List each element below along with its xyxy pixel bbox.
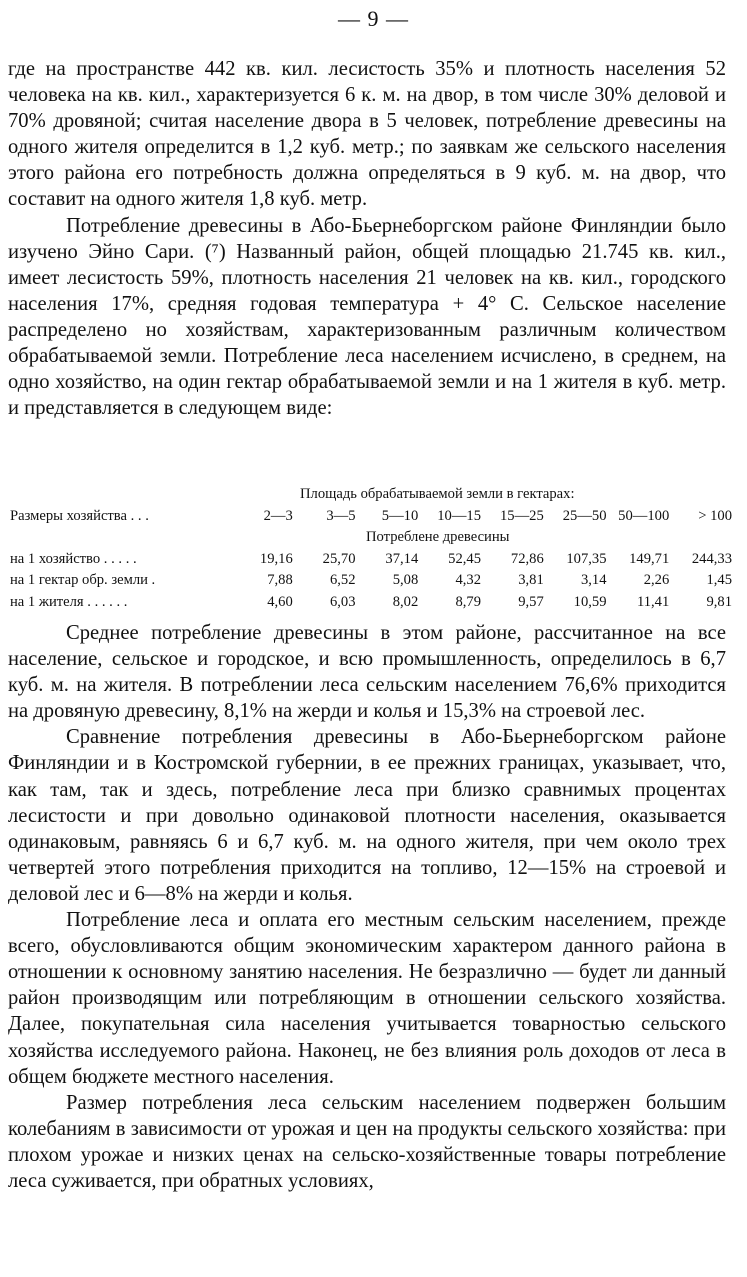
table-cell: 5,08 [392, 572, 419, 588]
table-cell: 9,57 [518, 593, 544, 610]
table-cell: 25—50 [562, 507, 607, 524]
table-cell: 37,14 [385, 550, 419, 567]
table-row [10, 570, 732, 592]
paragraph: Потребление древесины в Або-Бьернеборгском районе Финляндии было изучено Эйно Сари. (⁷) Названный район, общей площадью 21.745 кв. кил., имеет лесистость 59%, плотность населения 21 человек на кв. кил., городского населения 17%, средняя годовая температура + 4° С. Сельское население распределено но хозяйствам, характеризованным различным количеством обрабатываемой земли. Потребление леса населением исчислено, в среднем, на одно хозяйство, на один гектар обрабатываемой земли и на 1 жителя в куб. метр. и представляется в следующем виде: [8, 214, 726, 420]
table-cell: 25,70 [322, 550, 356, 567]
table-cell: 7,88 [267, 572, 293, 588]
table-cell: 1,45 [706, 572, 732, 588]
paragraph: Размер потребления леса сельским населением подвержен большим колебаниям в зависимости от урожая и цен на продукты сельского хозяйства: при плохом урожае и низких ценах на сельско-хозяйственные товары потребление леса суживается, при обратных условиях, [8, 1091, 726, 1192]
paragraph: где на пространстве 442 кв. кил. лесистость 35% и плотность населения 52 человека на кв. кил., характеризуется 6 к. м. на двор, в том числе 30% деловой и 70% дровяной; считая население двора в 5 человек, потребление древесины на одного жителя определится в 1,2 куб. метр.; по заявкам же сельского населения этого района его потребность должна определяться в 9 куб. м. на двор, что составит на одного жителя 1,8 куб. метр. [8, 58, 726, 211]
row-label: на 1 хозяйство . . . . . [10, 550, 137, 567]
table-cell: 15—25 [499, 507, 544, 524]
table-cell: 3,14 [580, 572, 607, 588]
table-cell: 6,52 [329, 572, 356, 588]
row-label: на 1 гектар обр. земли . [10, 572, 156, 588]
paragraph: Сравнение потребления древесины в Або-Бьернеборгском районе Финляндии и в Костромской губернии, в ее прежних границах, указывает, что, как там, так и здесь, потребление леса при близко сравнимых процентах лесистости и при довольно одинаковой плотности населения, оказывается одинаковым, равняясь 6 и 6,7 куб. м. на одного жителя, при чем около трех четвертей этого потребления приходится на топливо, 12—15% на строевой и деловой лес и 6—8% на жерди и колья. [8, 726, 726, 905]
text-block-bottom [8, 620, 726, 1194]
row-label: на 1 жителя . . . . . . [10, 593, 128, 610]
table-cell: 8,79 [455, 593, 481, 610]
table-row [10, 592, 732, 614]
table-header-consumption: Потреблене древесины [366, 529, 510, 545]
text-block-top [8, 56, 726, 421]
table-cell: 4,32 [455, 572, 481, 588]
table-cell: 10,59 [573, 593, 607, 610]
table-cell: 8,02 [392, 593, 419, 610]
table-cell: > 100 [698, 507, 732, 524]
consumption-table [10, 484, 732, 613]
table-cell: 9,81 [706, 593, 732, 610]
table-cell: 6,03 [329, 593, 356, 610]
table-cell: 4,60 [267, 593, 293, 610]
table-cell: 50—100 [618, 507, 670, 524]
table-row-sizes [10, 506, 732, 528]
table-cell: 72,86 [510, 550, 544, 567]
table-header-area: Площадь обрабатываемой земли в гектарах: [300, 486, 575, 502]
table-cell: 11,41 [636, 593, 670, 610]
table-cell: 2—3 [263, 507, 293, 524]
table-cell: 3,81 [518, 572, 544, 588]
table-cell: 149,71 [629, 550, 670, 567]
row-label: Размеры хозяйства . . . [10, 507, 149, 524]
table-cell: 5—10 [381, 507, 419, 524]
paragraph: Среднее потребление древесины в этом районе, рассчитанное на все население, сельское и городское, и всю промышленность, определилось в 6,7 куб. м. на жителя. В потреблении леса сельским населением 76,6% приходится на дровяную древесину, 8,1% на жерди и колья и 15,3% на строевой лес. [8, 622, 726, 723]
table-cell: 2,26 [643, 572, 670, 588]
table-cell: 107,35 [566, 550, 607, 567]
table-cell: 19,16 [259, 550, 293, 567]
table-row [10, 549, 732, 571]
table-cell: 3—5 [326, 507, 356, 524]
paragraph: Потребление леса и оплата его местным сельским населением, прежде всего, обусловливаются общим экономическим характером данного района в отношении к основному занятию населения. Не безразлично — будет ли данный район производящим или потребляющим в отношении сельского хозяйства. Далее, покупательная сила населения учитывается товарностью сельского хозяйства исследуемого района. Наконец, не без влияния роль доходов от леса в общем бюджете местного населения. [8, 909, 726, 1088]
table-cell: 52,45 [448, 550, 481, 567]
table-cell: 10—15 [437, 507, 481, 524]
table-cell: 244,33 [691, 550, 732, 567]
page-number: — 9 — [338, 6, 409, 31]
